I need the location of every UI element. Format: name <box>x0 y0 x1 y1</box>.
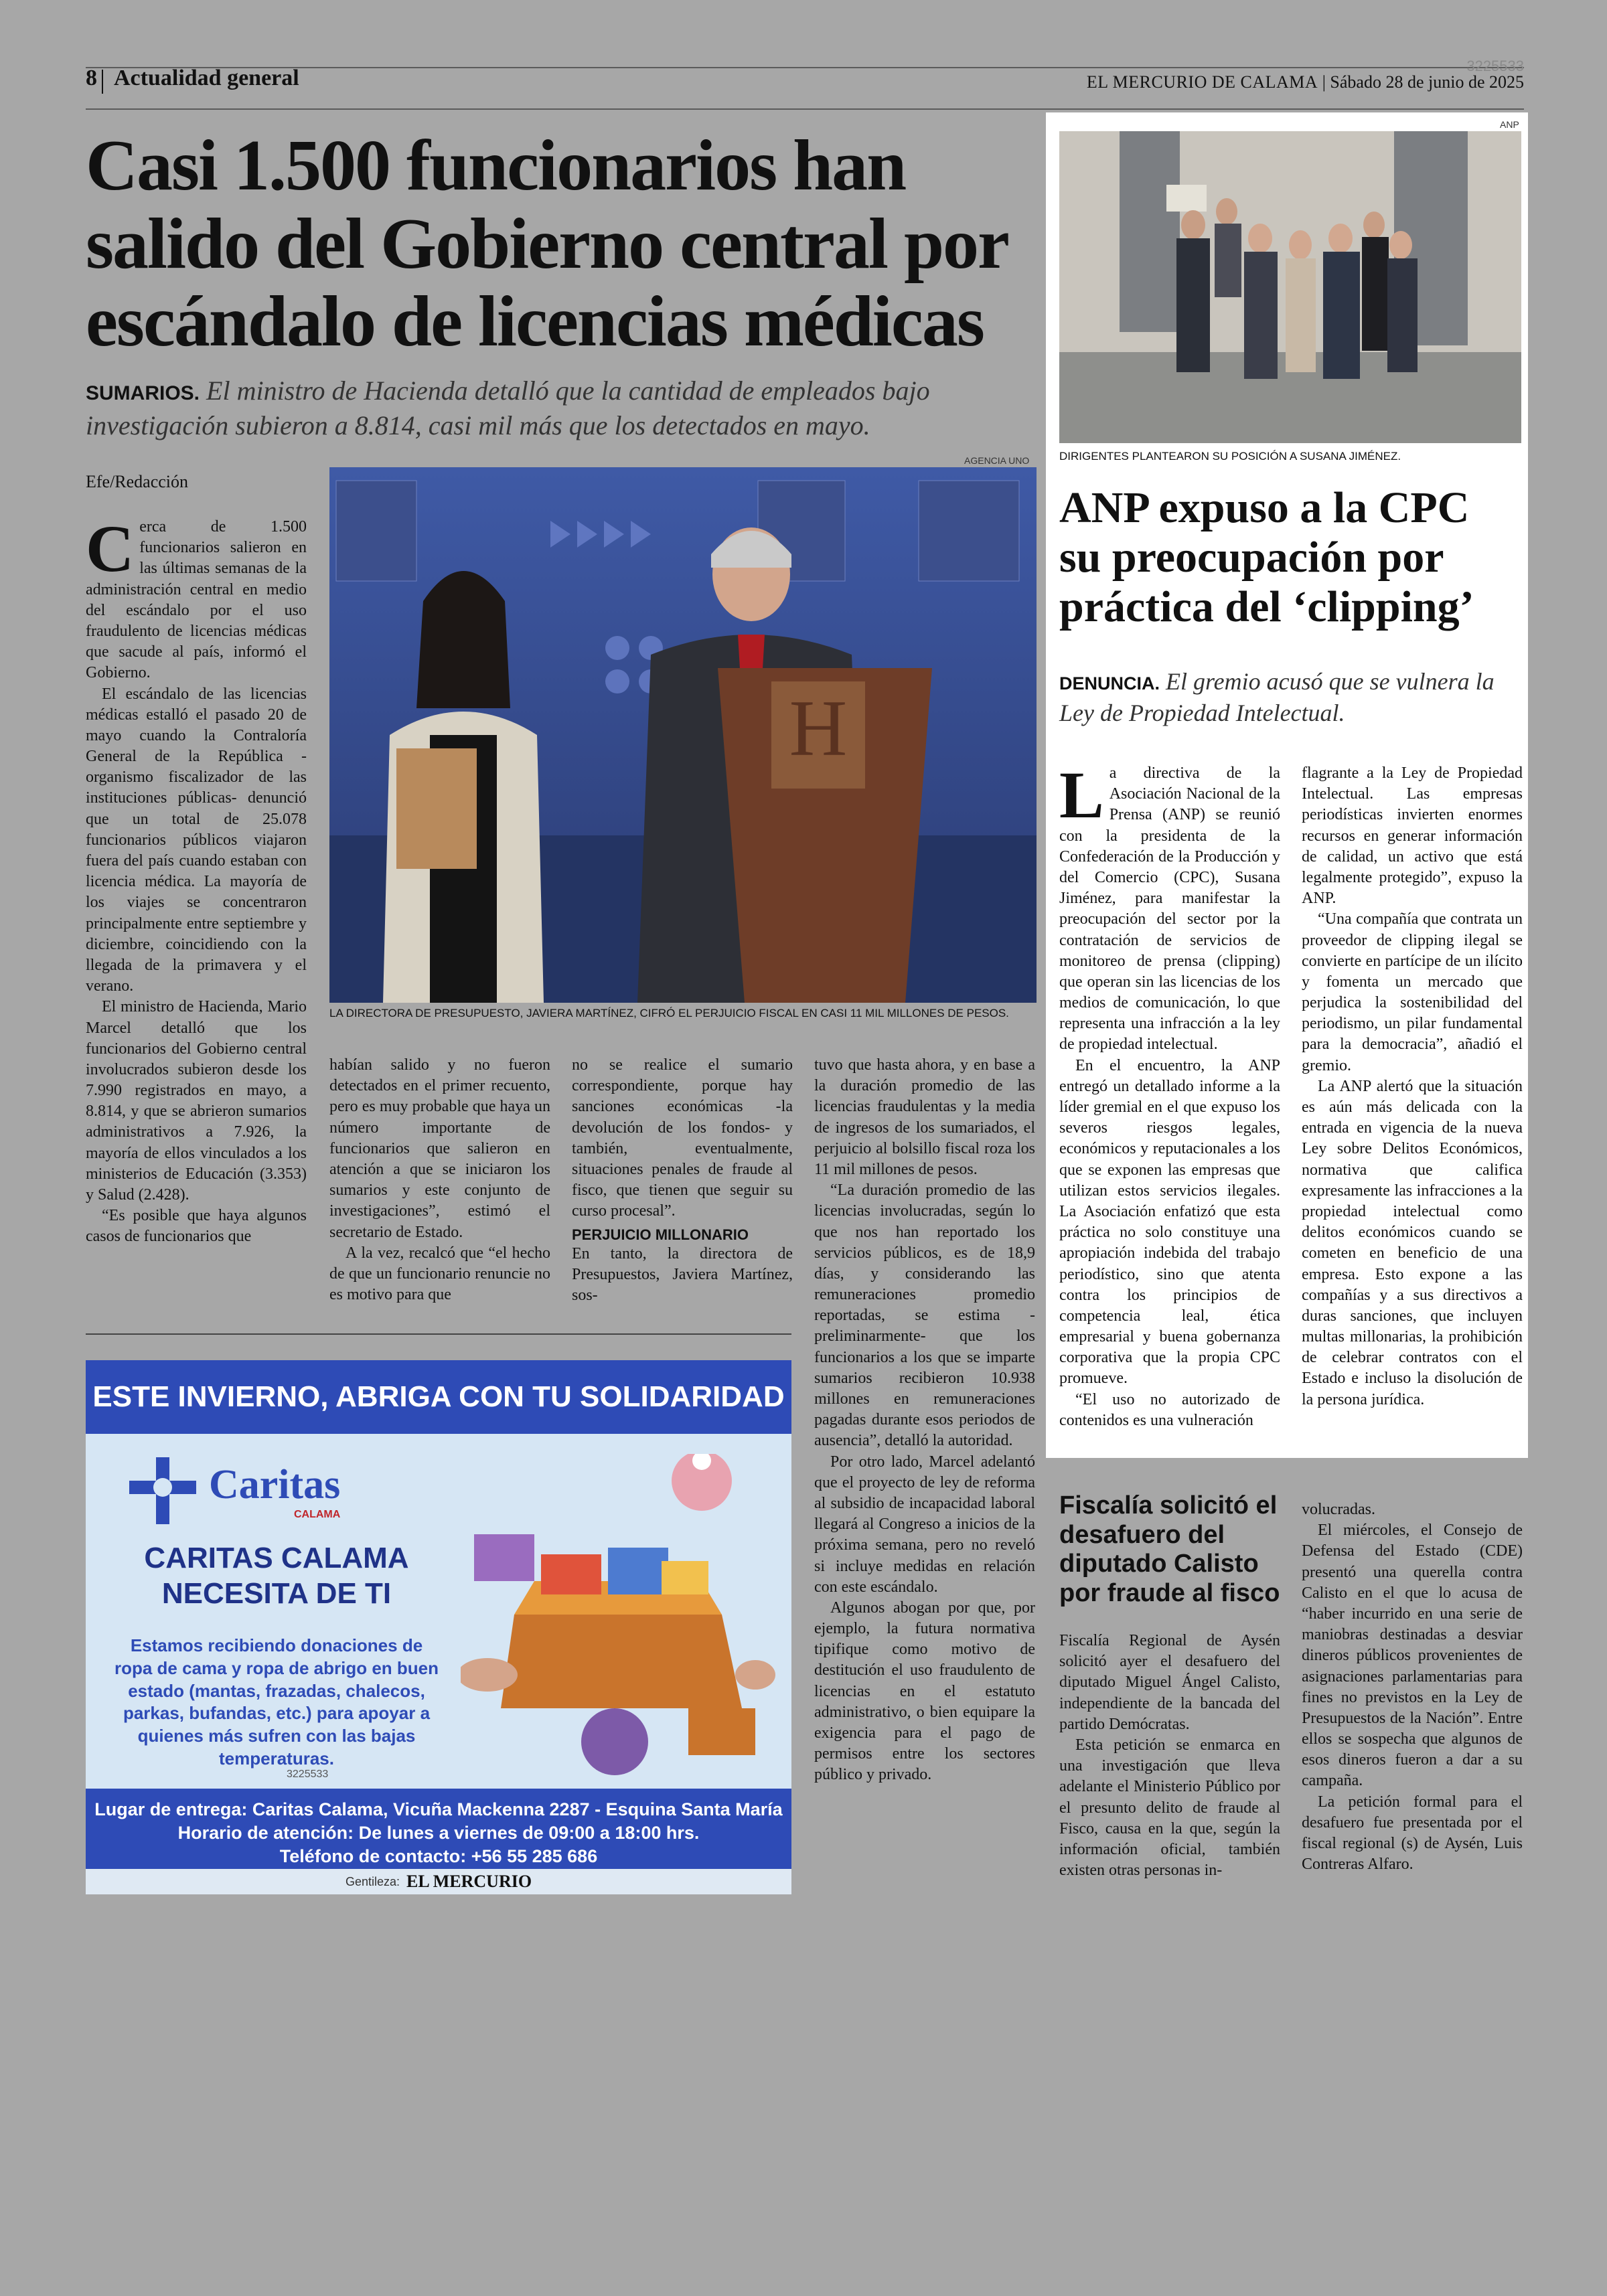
paragraph: En el encuentro, la ANP entregó un detallado informe a la líder gremial en el que expuso los severos riesgos legales, económicos y reputacionales a los que se exponen las empresas que utilizan estos servicios ilegales. La Asociación enfatizó que esta práctica no solo constituye una apropiación indebida del trabajo periodístico, sino que atenta contra los principios de competencia leal, ética empresarial y buena gobernanza corporativa que la propia CPC promueve. <box>1059 1056 1280 1388</box>
header-bottom-rule <box>86 108 1524 110</box>
side-column-1 <box>1059 758 1280 1431</box>
logo-subtext: CALAMA <box>293 1508 341 1520</box>
header-top-rule <box>86 67 1524 68</box>
side-lead-paragraph: La directiva de la Asociación Nacional de la Prensa (ANP) se reunió con la presidenta de la Confederación de la Producción y del Comercio (CPC), Susana Jiménez, para manifestar la preocupación del sector por la contratación de servicios de monitoreo de prensa (clipping) que operan sin las licencias de los medios de comunicación, lo que representa una infracción a la ley de propiedad intelectual. <box>1059 758 1280 1054</box>
byline: Efe/Redacción <box>86 472 189 491</box>
paragraph: “Una compañía que contrata un proveedor de clipping ilegal se convierte en partícipe de un ilícito y fomenta un mercado que perjudica la sostenibilidad del periodismo, un pilar fundamental para la democracia”, añadió el gremio. <box>1302 910 1523 1074</box>
page-code: 3225533 <box>1466 58 1524 74</box>
side-photo <box>1059 131 1521 443</box>
photo-credit: AGENCIA UNO <box>964 455 1030 466</box>
paragraph: habían salido y no fueron detectados en el primer recuento, pero es muy probable que haya un número importante de funcionarios que salieron en atención a que se iniciaron los sumarios y este conjunto de investigaciones”, estimó el secretario de Estado. <box>329 1056 550 1241</box>
paragraph: En tanto, la directora de Presupuestos, Javiera Martínez, sos- <box>572 1244 793 1304</box>
summary-text: El ministro de Hacienda detalló que la cantidad de empleados bajo investigación subieron a 8.814, casi mil más que los detectados en mayo. <box>86 376 930 440</box>
courtesy-brand: EL MERCURIO <box>406 1872 532 1891</box>
clothes-box-illustration <box>461 1454 775 1775</box>
masthead-separator: | <box>1322 72 1330 92</box>
issue-date: Sábado 28 de junio de 2025 <box>1330 72 1524 92</box>
ad-code: 3225533 <box>287 1769 329 1780</box>
side-photo-credit: ANP <box>1500 119 1519 130</box>
main-column-1 <box>86 511 307 1248</box>
paragraph: La petición formal para el desafuero fue presentada por el fiscal regional (s) de Aysén, Luis Contreras Alfaro. <box>1302 1793 1523 1874</box>
brief-column-2 <box>1302 1499 1523 1875</box>
side-column-2 <box>1302 763 1523 1410</box>
side-summary <box>1059 666 1521 729</box>
paragraph: La ANP alertó que la situación es aún más delicada con la entrada en vigencia de la nueva Ley sobre Delitos Económicos, normativa que califica expresamente las infracciones a la propiedad intelectual como delitos económicos cuando se cometen en beneficio de una empresa. Esto expone a las compañías y a sus directivos a duras sanciones, que incluyen multas millonarias, la prohibición de celebrar contratos con el Estado e incluso la disolución de la persona jurídica. <box>1302 1077 1523 1408</box>
paragraph: El miércoles, el Consejo de Defensa del Estado (CDE) presentó una querella contra Calisto en el que lo acusa de “haber incurrido en una serie de maniobras destinadas a desviar dineros públicos provenientes de asignaciones parlamentarias para fines no previstos en la Ley de Presupuestos de la Nación”. Entre ellos se sospecha que algunos de esos dineros fueron a dar a su campaña. <box>1302 1522 1523 1790</box>
svg-text:H: H <box>789 683 848 772</box>
main-headline: Casi 1.500 funcionarios han salido del Gobierno central por escándalo de licencias médicas <box>86 126 1008 362</box>
main-summary <box>86 374 1050 443</box>
summary-kicker: SUMARIOS. <box>86 382 200 404</box>
drop-cap: C <box>86 511 135 586</box>
ad-hours: Horario de atención: De lunes a viernes de 09:00 a 18:00 hrs. <box>177 1823 700 1843</box>
paragraph: flagrante a la Ley de Propiedad Intelectual. Las empresas periodísticas invierten enormes recursos en generar información de calidad, un activo que está legalmente protegido”, expuso la ANP. <box>1302 764 1523 908</box>
side-summary-text: El gremio acusó que se vulnera la Ley de Propiedad Intelectual. <box>1059 668 1495 726</box>
main-photo <box>329 467 1037 1003</box>
brief-column-1 <box>1059 1631 1280 1881</box>
header-separator <box>102 70 103 94</box>
paragraph: Esta petición se enmarca en una investigación que lleva adelante el Ministerio Público por el presunto delito de fraude al Fisco, causa en la que, según la información oficial, también existen otras personas in- <box>1059 1736 1280 1880</box>
brief-headline: Fiscalía solicitó el desafuero del diputado Calisto por fraude al fisco <box>1059 1491 1280 1608</box>
group-photo-image <box>1059 131 1521 443</box>
side-summary-kicker: DENUNCIA. <box>1059 673 1160 693</box>
paragraph: tuvo que hasta ahora, y en base a la duración promedio de las licencias fraudulentas y la media de ingresos de los sumariados, el perjuicio al bolsillo fiscal roza los 11 mil millones de pesos. <box>814 1056 1035 1178</box>
ad-phone: Teléfono de contacto: +56 55 285 686 <box>279 1846 598 1867</box>
masthead <box>1087 72 1524 92</box>
press-conference-image <box>329 467 1037 1003</box>
main-column-3 <box>572 1055 793 1306</box>
photo-caption: LA DIRECTORA DE PRESUPUESTO, JAVIERA MARTÍNEZ, CIFRÓ EL PERJUICIO FISCAL EN CASI 11 MIL MILLONES DE PESOS. <box>329 1007 1009 1019</box>
paragraph: Fiscalía Regional de Aysén solicitó ayer el desafuero del diputado Miguel Ángel Calisto, independiente de la bancada del partido Demócratas. <box>1059 1632 1280 1733</box>
courtesy-label: Gentileza: <box>345 1874 400 1888</box>
paragraph: Algunos abogan por que, por ejemplo, la futura normativa tipifique como motivo de destitución el uso fraudulento de licencias en el estatuto administrativo, o bien equipare la exigencia para el pago de permisos entre los sectores público y privado. <box>814 1598 1035 1784</box>
divider <box>86 1333 791 1335</box>
paragraph: “El uso no autorizado de contenidos es una vulneración <box>1059 1390 1280 1429</box>
subheading: PERJUICIO MILLONARIO <box>572 1226 749 1243</box>
paragraph: Por otro lado, Marcel adelantó que el proyecto de ley de reforma al subsidio de incapacidad laboral llegará al Congreso a inicios de la próxima semana, pero no reveló si incluye medidas en relación con este escándalo. <box>814 1453 1035 1596</box>
paragraph: no se realice el sumario correspondiente, porque hay sanciones económicas -la devolución de los fondos- y también, eventualmente, situaciones penales de fraude al fisco, que tienen que seguir su curso procesal”. <box>572 1056 793 1220</box>
main-column-2 <box>329 1055 550 1305</box>
paragraph: El ministro de Hacienda, Mario Marcel detalló que los funcionarios del Gobierno central involucrados subieron desde los 7.990 registrados en mayo, a 8.814, y que se abrieron sumarios administrativos a 7.926, la mayoría de ellos vinculados a los ministerios de Educación (3.353) y Salud (2.428). <box>86 998 307 1204</box>
ad-courtesy <box>86 1869 791 1894</box>
paragraph: “Es posible que haya algunos casos de funcionarios que <box>86 1207 307 1246</box>
ad-location: Lugar de entrega: Caritas Calama, Vicuña Mackenna 2287 - Esquina Santa María <box>94 1799 783 1819</box>
paragraph: volucradas. <box>1302 1501 1375 1518</box>
ad-banner: ESTE INVIERNO, ABRIGA CON TU SOLIDARIDAD <box>86 1360 791 1434</box>
paragraph: “La duración promedio de las licencias involucradas, según lo que nos han reportado los servicios públicos, es de 18,9 días, y considerando las remuneraciones promedio reportadas, se estima -preliminarmente- que los funcionarios a los que se imparte sumarios recibieron 10.938 millones en remuneraciones pagadas durante esos periodos de ausencia”, detalló la autoridad. <box>814 1181 1035 1450</box>
ad-message: Estamos recibiendo donaciones de ropa de cama y ropa de abrigo en buen estado (mantas, frazadas, chalecos, parkas, bufandas, etc.) para apoyar a quienes más sufren con las bajas temperaturas. <box>114 1635 439 1769</box>
ad-title: CARITAS CALAMA NECESITA DE TI <box>144 1542 409 1610</box>
paragraph: El escándalo de las licencias médicas estalló el pasado 20 de mayo cuando la Contraloría General de la República -organismo fiscalizador de las instituciones públicas- denunció que un total de 25.078 funcionarios públicos viajaron fuera del país cuando estaban con licencia médica. La mayoría de los viajes se concentraron principalmente entre septiembre y diciembre, coincidiendo con la llegada de la primavera y el verano. <box>86 685 307 995</box>
side-headline: ANP expuso a la CPC su preocupación por práctica del ‘clipping’ <box>1059 483 1474 631</box>
cross-icon <box>126 1454 200 1528</box>
main-column-4 <box>814 1055 1035 1786</box>
caritas-ad <box>86 1360 791 1894</box>
page-number: 8 <box>86 66 97 90</box>
lead-paragraph: Cerca de 1.500 funcionarios salieron en las últimas semanas de la administración central en medio del escándalo por el uso fraudulento de licencias médicas que sacude al país, informó el Gobierno. <box>86 511 307 682</box>
drop-cap: L <box>1059 758 1104 832</box>
ad-body <box>86 1434 791 1789</box>
paragraph: A la vez, recalcó que “el hecho de que un funcionario renuncie no es motivo para que <box>329 1244 550 1304</box>
logo-text: Caritas <box>209 1461 341 1507</box>
newspaper-name: EL MERCURIO DE CALAMA <box>1086 72 1318 92</box>
caritas-logo <box>126 1454 340 1528</box>
side-photo-caption: DIRIGENTES PLANTEARON SU POSICIÓN A SUSANA JIMÉNEZ. <box>1059 450 1401 463</box>
section-name: Actualidad general <box>114 66 299 90</box>
